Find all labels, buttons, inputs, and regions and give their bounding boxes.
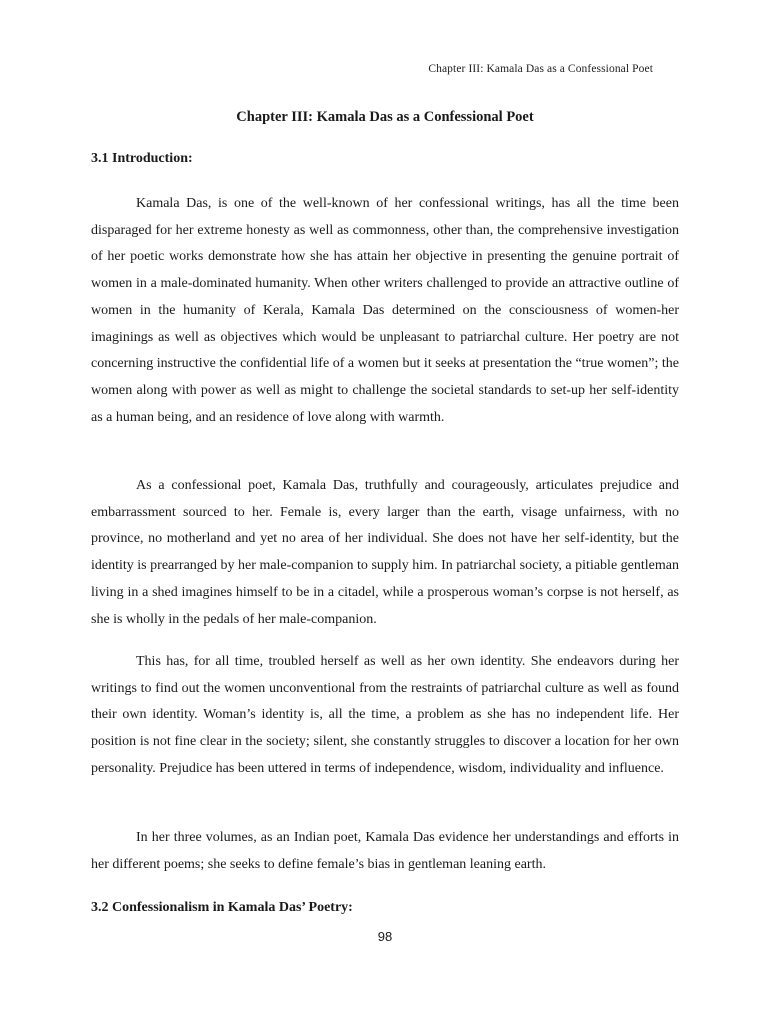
- paragraph: This has, for all time, troubled herself as well as her own identity. She endeavors during her writings to find out the women unconventional from the restraints of patriarchal culture as well as found their own identity. Woman’s identity is, all the time, a problem as she has no independent life. Her position is not fine clear in the society; silent, she constantly struggles to discover a location for her own personality. Prejudice has been uttered in terms of independence, wisdom, individuality and influence.: [91, 654, 679, 776]
- running-header: Chapter III: Kamala Das as a Confessional Poet: [428, 63, 653, 75]
- paragraph: Kamala Das, is one of the well-known of her confessional writings, has all the time been disparaged for her extreme honesty as well as commonness, other than, the comprehensive investigation of her poetic works demonstrate how she has attain her objective in presenting the genuine portrait of women in a male-dominated humanity. When other writers challenged to provide an attractive outline of women in the humanity of Kerala, Kamala Das determined on the consciousness of women-her imaginings as well as objectives which would be unpleasant to patriarchal culture. Her poetry are not concerning instructive the confidential life of a women but it seeks at presentation the “true women”; the women along with power as well as might to challenge the societal standards to set-up her self-identity as a human being, and an residence of love along with warmth.: [91, 196, 679, 425]
- paragraph: In her three volumes, as an Indian poet, Kamala Das evidence her understandings and efforts in her different poems; she seeks to define female’s bias in gentleman leaning earth.: [91, 830, 679, 872]
- paragraph: As a confessional poet, Kamala Das, truthfully and courageously, articulates prejudice and embarrassment sourced to her. Female is, every larger than the earth, visage unfairness, with no province, no motherland and yet no area of her individual. She does not have her self-identity, but the identity is prearranged by her male-companion to supply him. In patriarchal society, a pitiable gentleman living in a shed imagines himself to be in a citadel, while a prosperous woman’s corpse is not herself, as she is wholly in the pedals of her male-companion.: [91, 478, 679, 627]
- section-heading-introduction: 3.1 Introduction:: [91, 151, 193, 166]
- page-number: 98: [377, 929, 393, 944]
- chapter-title: Chapter III: Kamala Das as a Confessional Poet: [236, 109, 534, 125]
- section-heading-confessionalism: 3.2 Confessionalism in Kamala Das’ Poetry:: [91, 900, 353, 915]
